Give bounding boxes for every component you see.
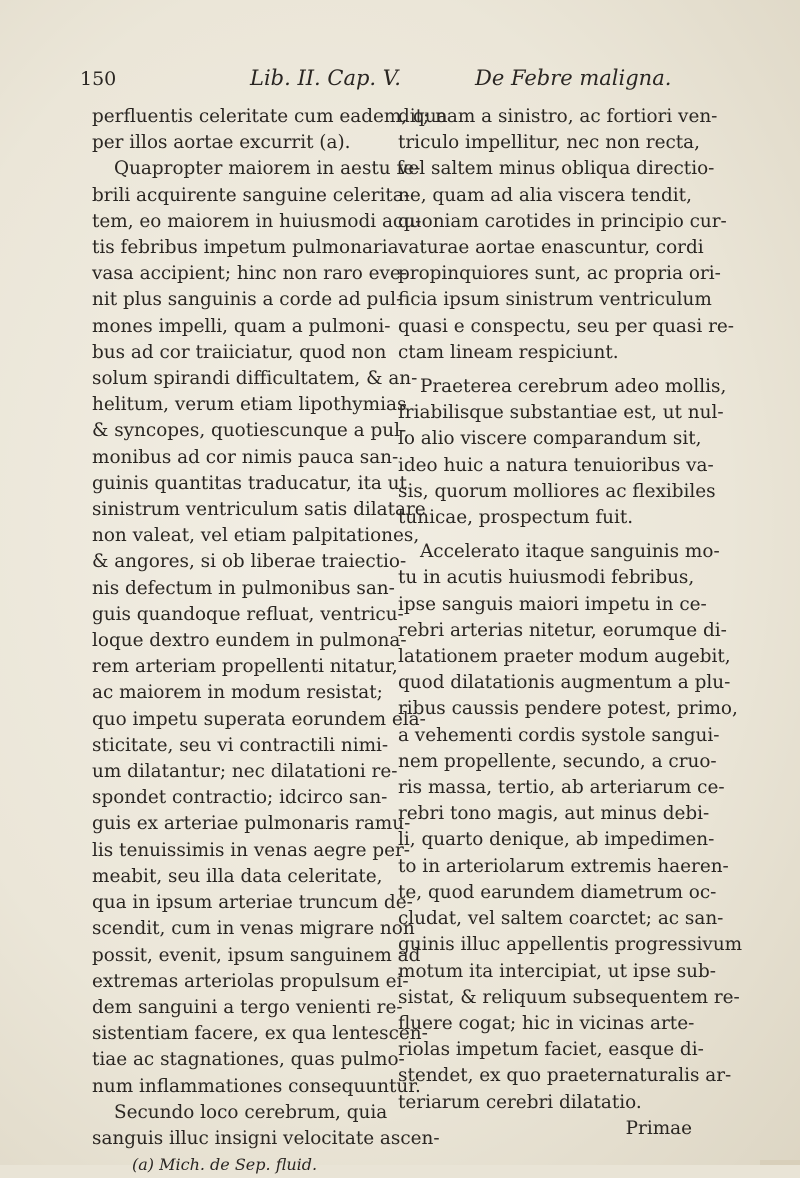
text-line: helitum, verum etiam lipothymias: [92, 394, 407, 416]
page-header: [80, 66, 720, 96]
text-line: tem, eo maiorem in huiusmodi acu-: [92, 210, 422, 232]
text-line: friabilisque substantiae est, ut nul-: [398, 402, 724, 424]
text-line: ris massa, tertio, ab arteriarum ce-: [398, 777, 725, 799]
text-line: ctam lineam respiciunt.: [398, 341, 619, 363]
text-line: monibus ad cor nimis pauca san-: [92, 446, 399, 468]
text-line: tunicae, prospectum fuit.: [398, 507, 634, 529]
text-line: teriarum cerebri dilatatio.: [398, 1091, 642, 1113]
text-line: & syncopes, quotiescunque a pul-: [92, 420, 407, 442]
text-line: per illos aortae excurrit (a).: [92, 132, 351, 154]
text-line: riolas impetum faciet, easque di-: [398, 1039, 704, 1061]
footnote: (a) Mich. de Sep. fluid.: [132, 1155, 318, 1175]
text-line: rebri arterias nitetur, eorumque di-: [398, 619, 727, 641]
running-title: De Febre maligna.: [475, 66, 672, 90]
page-number: 150: [80, 68, 117, 90]
text-line: guis ex arteriae pulmonaris ramu-: [92, 813, 411, 835]
text-line: guis quandoque refluat, ventricu-: [92, 603, 404, 625]
text-line: rem arteriam propellenti nitatur,: [92, 656, 398, 678]
text-line: sinistrum ventriculum satis dilatare: [92, 499, 426, 521]
text-line: vaturae aortae enascuntur, cordi: [398, 237, 704, 259]
catchword: Primae: [625, 1117, 692, 1139]
left-column: [92, 104, 448, 1178]
text-line: dit; nam a sinistro, ac fortiori ven-: [398, 106, 718, 127]
text-line: sistentiam facere, ex qua lentescen-: [92, 1023, 428, 1045]
text-line: loque dextro eundem in pulmona-: [92, 630, 407, 652]
text-line: sticitate, seu vi contractili nimi-: [92, 734, 389, 756]
text-line: sis, quorum molliores ac flexibiles: [398, 480, 716, 502]
text-line: Secundo loco cerebrum, quia: [114, 1101, 388, 1123]
text-line: te, quod earundem diametrum oc-: [398, 881, 717, 903]
text-line: quod dilatationis augmentum a plu-: [398, 672, 731, 694]
text-line: solum spirandi difficultatem, & an-: [92, 368, 418, 390]
text-line: propinquiores sunt, ac propria ori-: [398, 263, 721, 285]
text-line: stendet, ex quo praeternaturalis ar-: [398, 1065, 732, 1087]
text-line: sanguis illuc insigni velocitate ascen-: [92, 1127, 440, 1149]
text-line: ac maiorem in modum resistat;: [92, 682, 383, 704]
text-line: mones impelli, quam a pulmoni-: [92, 315, 391, 337]
text-line: ne, quam ad alia viscera tendit,: [398, 184, 692, 206]
text-line: extremas arteriolas propulsum ei-: [92, 970, 409, 992]
text-line: rebri tono magis, aut minus debi-: [398, 803, 710, 825]
text-line: sistat, & reliquum subsequentem re-: [398, 986, 740, 1008]
text-line: guinis illuc appellentis progressivum: [398, 934, 743, 956]
text-line: tu in acutis huiusmodi febribus,: [398, 567, 695, 589]
text-line: quo impetu superata eorundem ela-: [92, 708, 426, 730]
text-line: lis tenuissimis in venas aegre per-: [92, 839, 410, 861]
text-line: nit plus sanguinis a corde ad pul-: [92, 289, 403, 311]
text-line: ribus caussis pendere potest, primo,: [398, 698, 738, 720]
text-line: latationem praeter modum augebit,: [398, 646, 731, 668]
text-line: vasa accipient; hinc non raro eve-: [92, 263, 408, 285]
text-line: quoniam carotides in principio cur-: [398, 210, 727, 232]
text-line: & angores, si ob liberae traiectio-: [92, 551, 407, 573]
text-line: Quapropter maiorem in aestu fe-: [114, 158, 421, 180]
text-line: to in arteriolarum extremis haeren-: [398, 855, 729, 877]
text-line: motum ita intercipiat, ut ipse sub-: [398, 960, 716, 982]
text-line: perfluentis celeritate cum eadem, qua: [92, 106, 448, 127]
text-line: brili acquirente sanguine celerita-: [92, 184, 410, 206]
text-line: ipse sanguis maiori impetu in ce-: [398, 593, 707, 615]
text-line: possit, evenit, ipsum sanguinem ad: [92, 944, 421, 966]
text-line: quasi e conspectu, seu per quasi re-: [398, 315, 734, 337]
text-line: ideo huic a natura tenuioribus va-: [398, 454, 714, 476]
text-line: num inflammationes consequuntur.: [92, 1075, 421, 1097]
text-line: spondet contractio; idcirco san-: [92, 787, 388, 809]
text-line: triculo impellitur, nec non recta,: [398, 132, 700, 154]
text-line: tis febribus impetum pulmonaria: [92, 237, 399, 259]
text-line: bus ad cor traiiciatur, quod non: [92, 341, 387, 363]
text-line: a vehementi cordis systole sangui-: [398, 724, 720, 746]
text-line: Accelerato itaque sanguinis mo-: [420, 541, 720, 563]
text-line: nem propellente, secundo, a cruo-: [398, 750, 717, 772]
text-line: dem sanguini a tergo venienti re-: [92, 996, 403, 1018]
text-line: meabit, seu illa data celeritate,: [92, 865, 383, 887]
text-line: vel saltem minus obliqua directio-: [398, 158, 715, 180]
text-line: Praeterea cerebrum adeo mollis,: [420, 376, 727, 398]
text-line: ficia ipsum sinistrum ventriculum: [398, 289, 712, 311]
text-line: scendit, cum in venas migrare non: [92, 918, 415, 940]
section-reference: Lib. II. Cap. V.: [250, 66, 401, 90]
text-line: li, quarto denique, ab impedimen-: [398, 829, 715, 851]
text-line: guinis quantitas traducatur, ita ut: [92, 472, 407, 494]
right-column: [398, 104, 743, 1142]
text-line: qua in ipsum arteriae truncum de-: [92, 892, 413, 914]
text-line: tiae ac stagnationes, quas pulmo-: [92, 1049, 405, 1071]
text-line: fluere cogat; hic in vicinas arte-: [398, 1012, 695, 1034]
text-line: non valeat, vel etiam palpitationes,: [92, 525, 420, 547]
page-edge: [760, 1160, 800, 1165]
text-line: lo alio viscere comparandum sit,: [398, 428, 702, 450]
text-line: um dilatantur; nec dilatationi re-: [92, 761, 398, 783]
text-line: nis defectum in pulmonibus san-: [92, 577, 395, 599]
text-line: cludat, vel saltem coarctet; ac san-: [398, 908, 724, 930]
